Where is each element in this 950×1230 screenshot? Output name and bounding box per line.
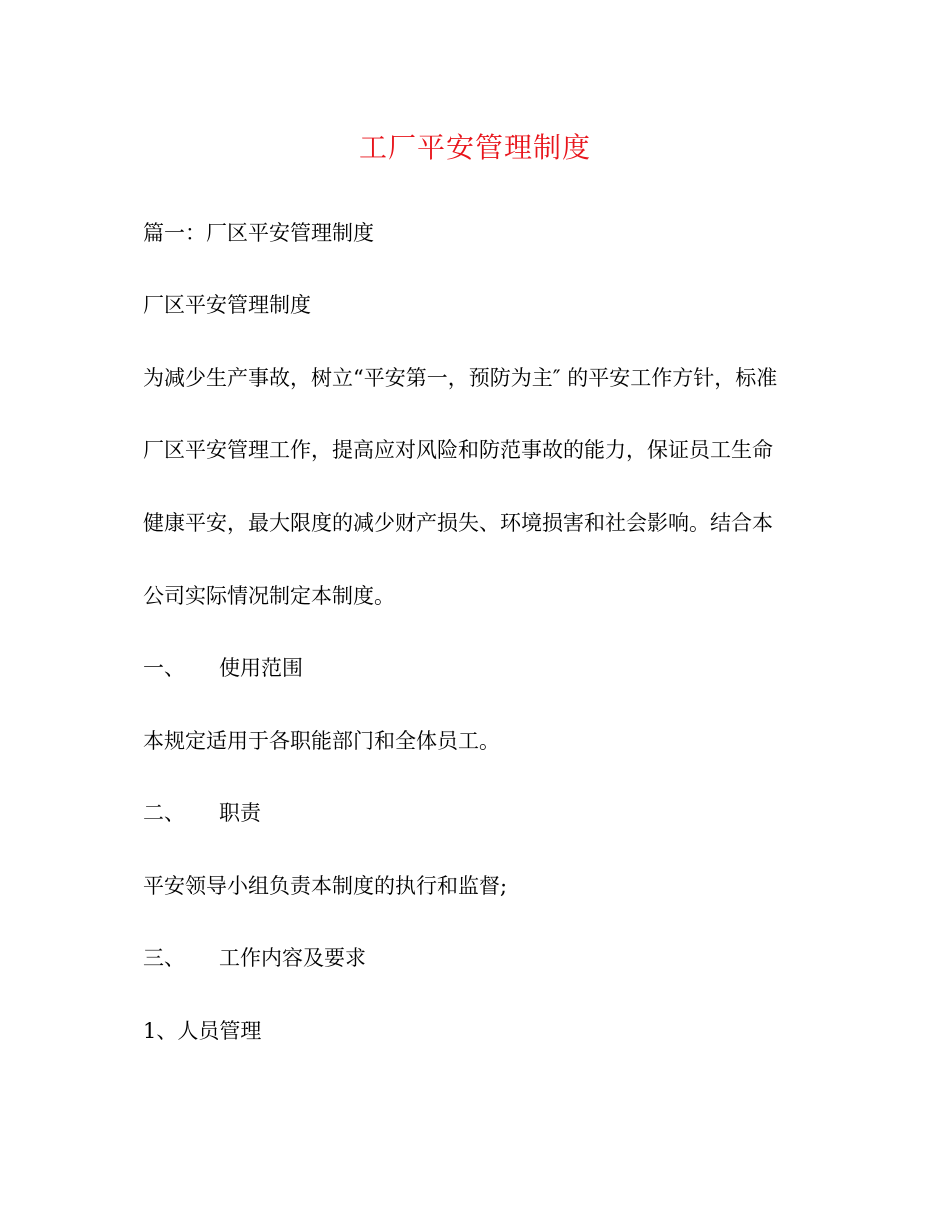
intro-line-3: 健康平安，最大限度的减少财产损失、环境损害和社会影响。结合本	[143, 511, 773, 535]
section-2-heading	[143, 798, 813, 828]
chapter-heading: 篇一：厂区平安管理制度	[143, 221, 374, 245]
section-1-title: 使用范围	[219, 656, 303, 680]
section-1-body: 本规定适用于各职能部门和全体员工。	[143, 729, 500, 753]
section-2-number: 二、	[143, 801, 185, 825]
section-3-title: 工作内容及要求	[219, 946, 366, 970]
section-subtitle: 厂区平安管理制度	[143, 293, 311, 317]
intro-line-2: 厂区平安管理工作，提高应对风险和防范事故的能力，保证员工生命	[143, 438, 773, 462]
section-1-number: 一、	[143, 656, 185, 680]
intro-line-1: 为减少生产事故，树立“平安第一，预防为主″ 的平安工作方针，标准	[143, 366, 778, 390]
section-2-title: 职责	[219, 801, 261, 825]
section-1-heading	[143, 653, 813, 683]
section-3-body: 1、人员管理	[143, 1019, 262, 1043]
section-2-body: 平安领导小组负责本制度的执行和监督;	[143, 874, 508, 898]
document-title: 工厂平安管理制度	[358, 131, 591, 164]
intro-line-4: 公司实际情况制定本制度。	[143, 584, 395, 608]
section-3-heading	[143, 943, 813, 973]
section-3-number: 三、	[143, 946, 185, 970]
